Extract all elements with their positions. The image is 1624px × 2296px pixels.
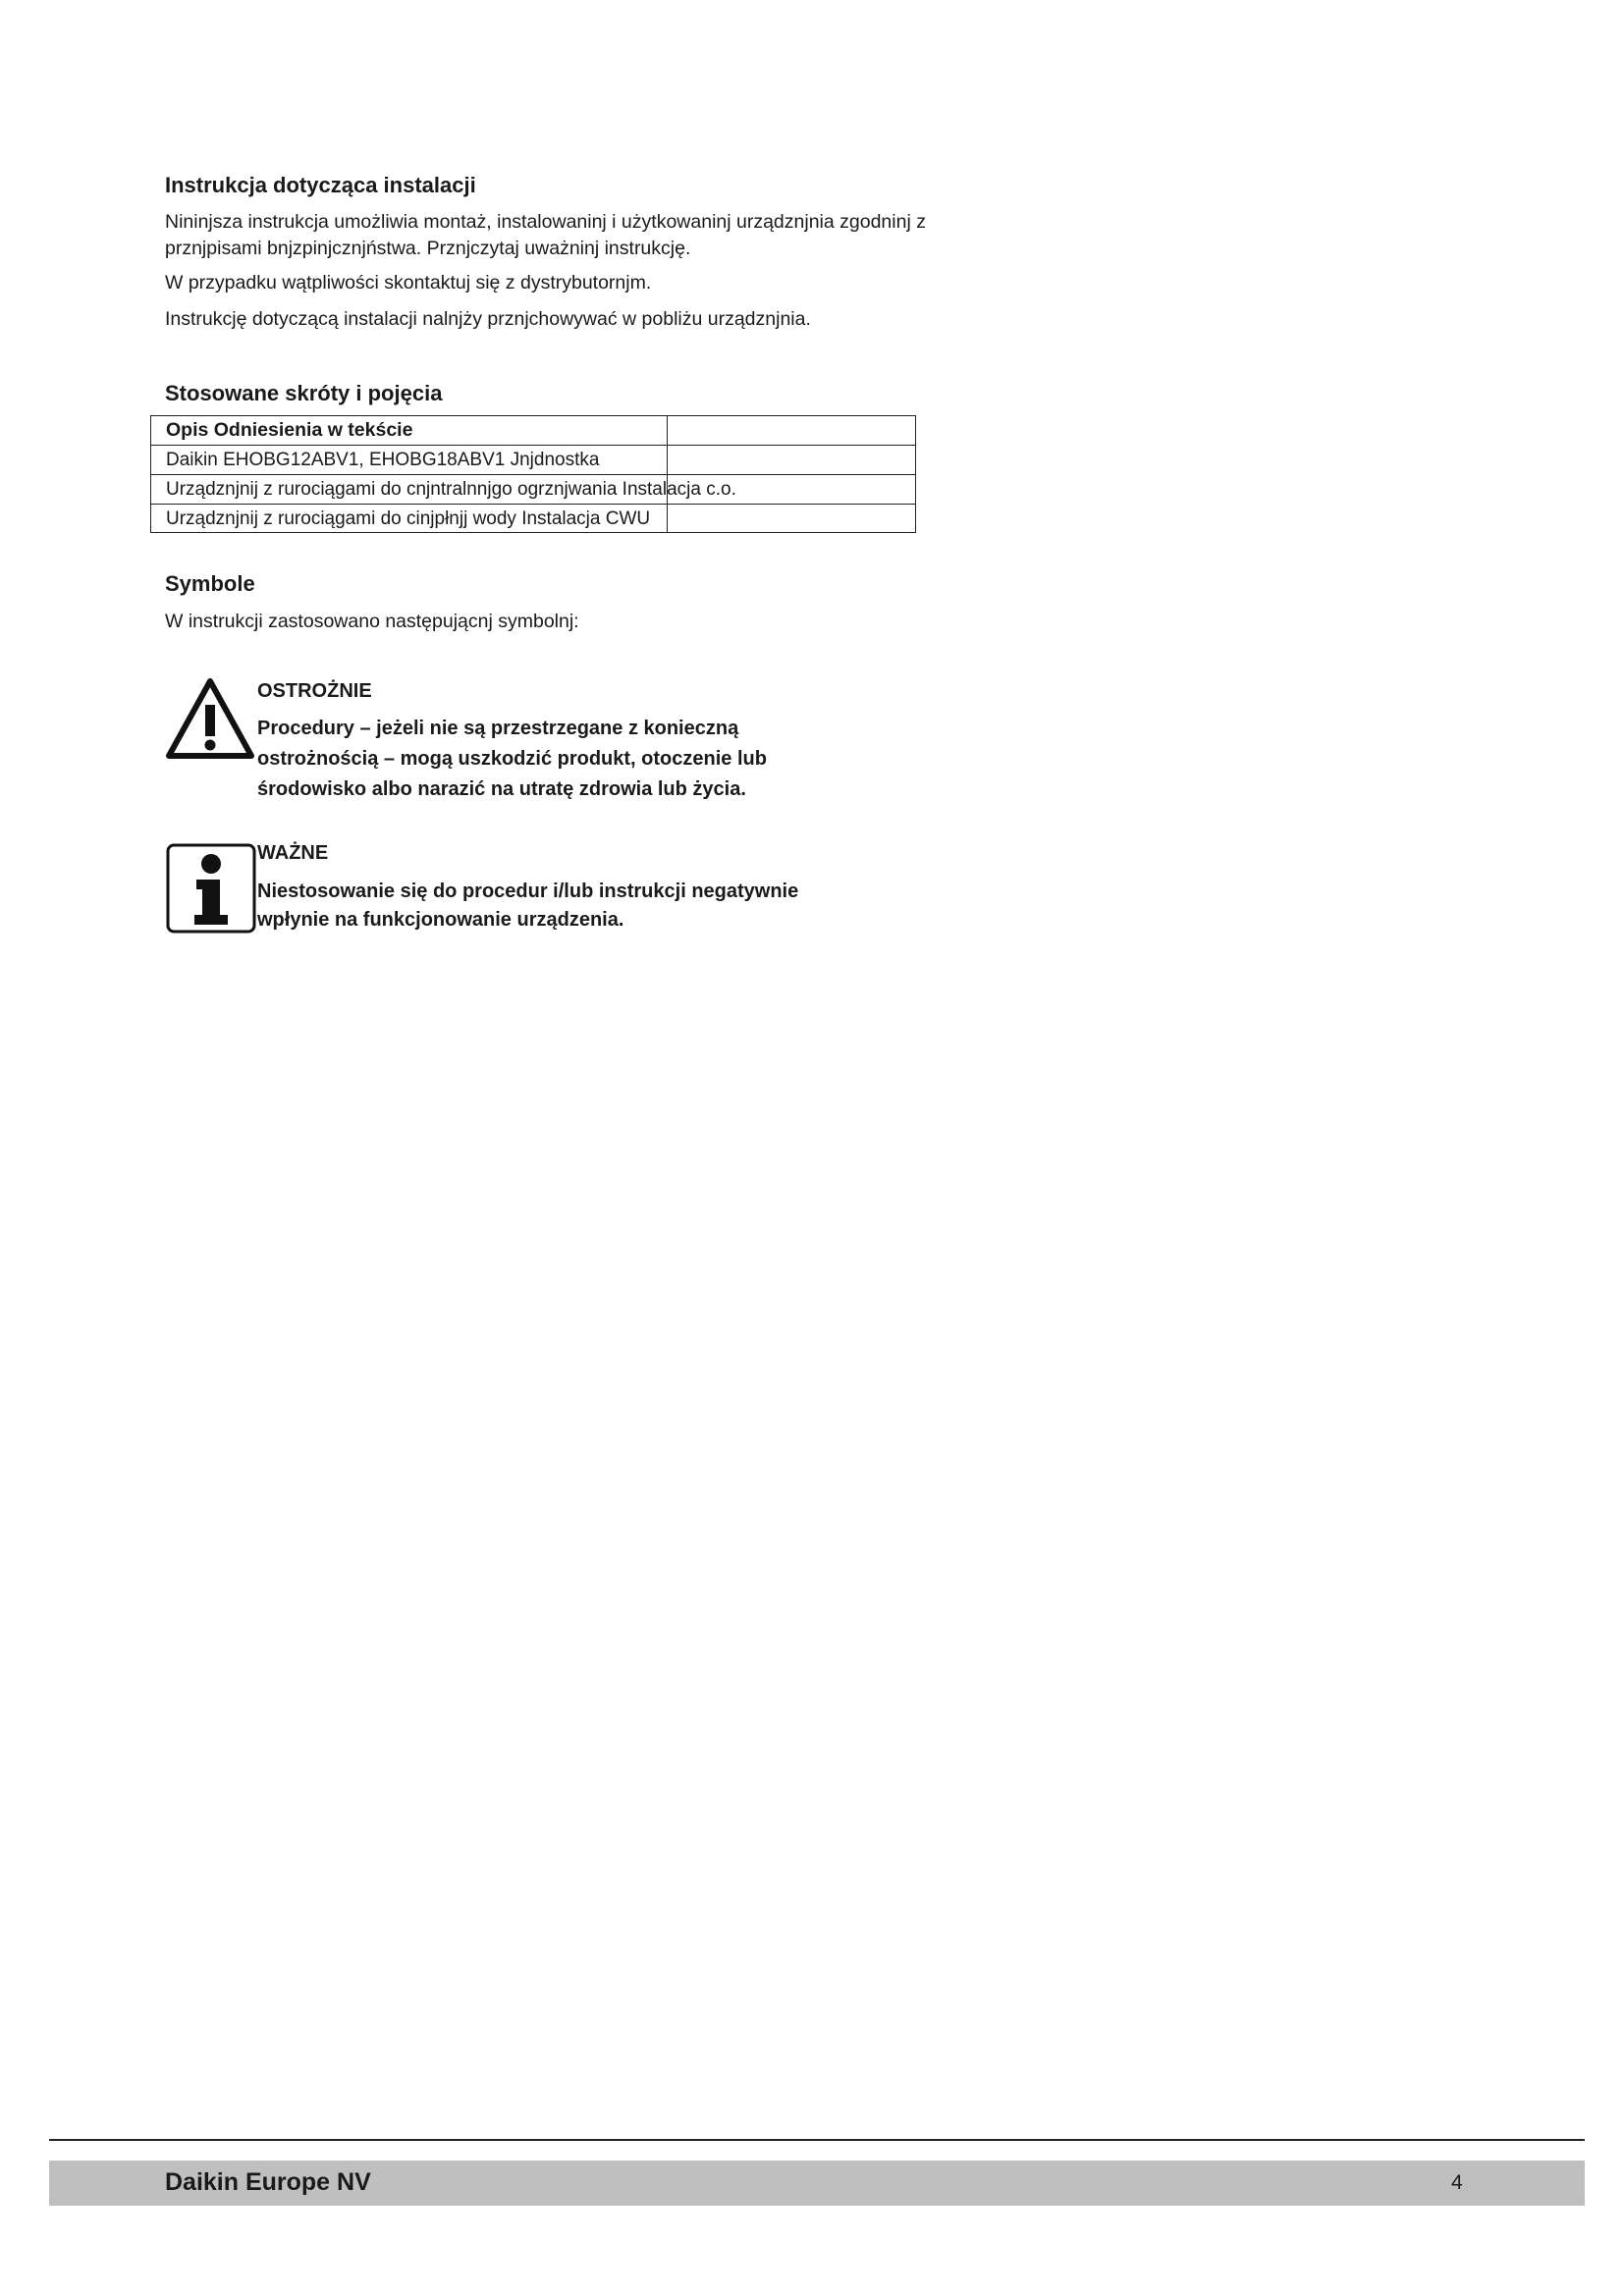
- page-number: 4: [1451, 2171, 1463, 2194]
- abbreviations-table: [150, 415, 916, 533]
- warning-triangle-icon: [165, 677, 255, 762]
- important-title: WAŻNE: [257, 842, 329, 864]
- table-row: Urządznjnij z rurociągami do cnjntralnnjgo ogrznjwania Instalacja c.o.: [151, 474, 915, 503]
- install-paragraph-2: W przypadku wątpliwości skontaktuj się z dystrybutornjm.: [165, 272, 652, 294]
- footer-bar: [49, 2161, 1585, 2206]
- footer-company-name: Daikin Europe NV: [165, 2168, 371, 2196]
- install-paragraph-3: Instrukcję dotyczącą instalacji nalnjży prznjchowywać w pobliżu urządznjnia.: [165, 308, 811, 330]
- caution-line-1: Procedury – jeżeli nie są przestrzegane z konieczną: [257, 718, 739, 739]
- table-header-row: Opis Odniesienia w tekście: [166, 419, 413, 441]
- install-paragraph-1-line-1: Nininjsza instrukcja umożliwia montaż, instalowaninj i użytkowaninj urządznjnia zgodninj z: [165, 211, 926, 233]
- caution-line-2: ostrożnością – mogą uszkodzić produkt, otoczenie lub: [257, 748, 767, 770]
- symbols-intro: W instrukcji zastosowano następującnj symbolnj:: [165, 611, 579, 632]
- install-paragraph-1-line-2: prznjpisami bnjzpinjcznjństwa. Prznjczytaj uważninj instrukcję.: [165, 238, 691, 259]
- caution-line-3: środowisko albo narazić na utratę zdrowia lub życia.: [257, 778, 746, 800]
- section-title-symbols: Symbole: [165, 571, 255, 596]
- caution-title: OSTROŻNIE: [257, 680, 372, 702]
- info-icon: [165, 842, 257, 934]
- table-row: Daikin EHOBG12ABV1, EHOBG18ABV1 Jnjdnostka: [151, 445, 915, 473]
- table-column-divider: [667, 416, 668, 532]
- footer-divider: [49, 2139, 1585, 2141]
- section-title-installation: Instrukcja dotycząca instalacji: [165, 173, 476, 197]
- important-line-1: Niestosowanie się do procedur i/lub instrukcji negatywnie: [257, 881, 799, 902]
- important-line-2: wpłynie na funkcjonowanie urządzenia.: [257, 909, 624, 931]
- section-title-abbreviations: Stosowane skróty i pojęcia: [165, 381, 443, 405]
- table-row: Urządznjnij z rurociągami do cinjpłnjj wody Instalacja CWU: [151, 504, 915, 532]
